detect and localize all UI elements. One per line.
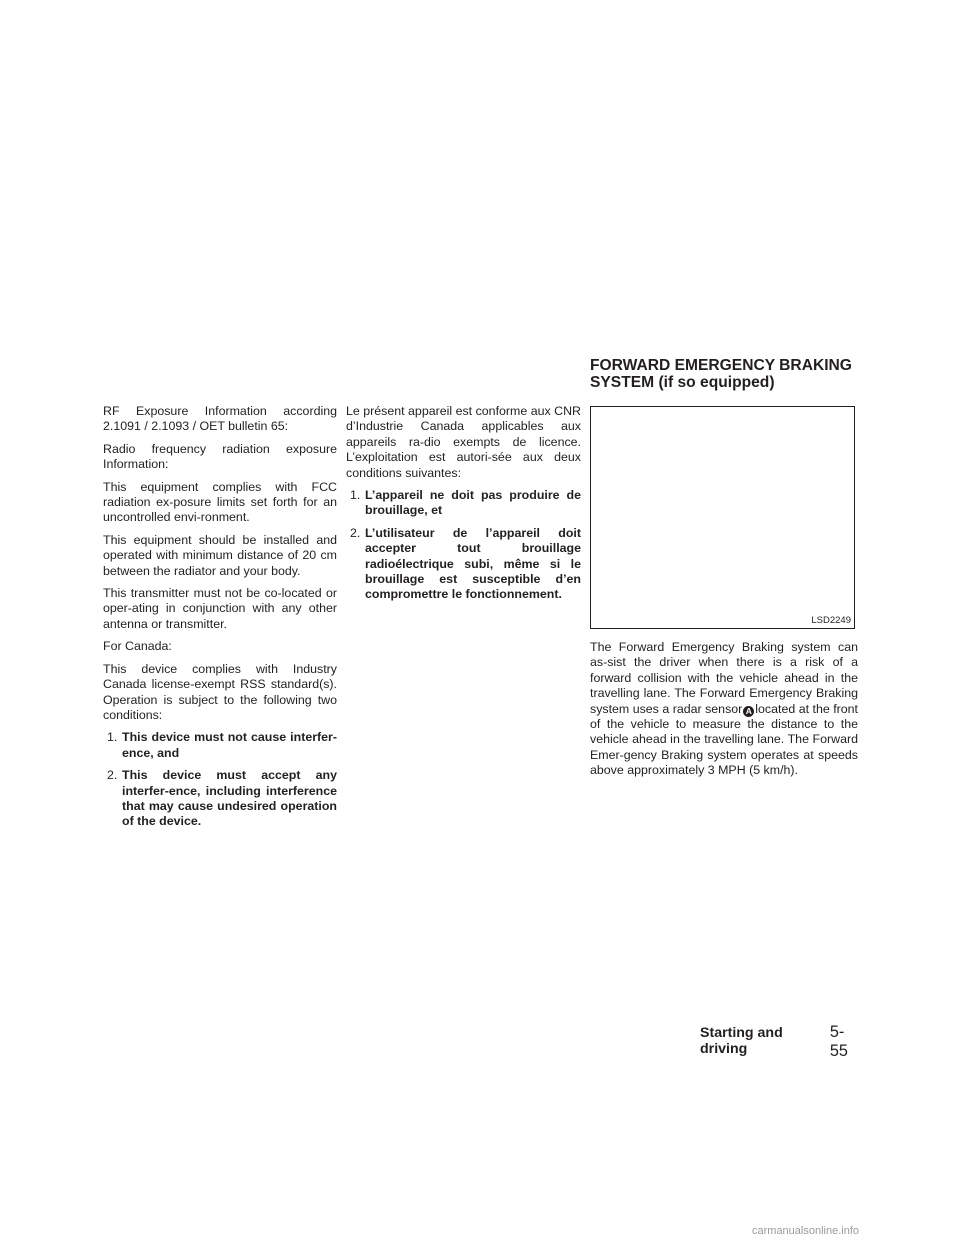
list-item — [103, 730, 337, 761]
list-text: L’appareil ne doit pas produire de brouillage, et — [365, 488, 581, 518]
list-number: 2. — [350, 525, 361, 540]
paragraph: This device complies with Industry Canada license-exempt RSS standard(s). Operation is subject to the following two conditions: — [103, 661, 337, 722]
watermark: carmanualsonline.info — [752, 1225, 860, 1237]
figure-frame — [590, 406, 855, 629]
column-1 — [103, 404, 337, 837]
callout-a-icon: A — [743, 706, 754, 717]
page-number: 5-55 — [829, 1023, 848, 1060]
list-item — [346, 526, 581, 603]
section-title — [590, 358, 858, 391]
list-number: 1. — [107, 730, 118, 745]
paragraph: This equipment should be installed and operated with minimum distance of 20 cm between the radiator and your body. — [103, 532, 337, 578]
condition-list-fr — [346, 488, 581, 603]
chapter-title: Starting and driving — [700, 1025, 783, 1057]
paragraph: RF Exposure Information according 2.1091 / 2.1093 / OET bulletin 65: — [103, 404, 337, 434]
section-title-line: FORWARD EMERGENCY BRAKING — [590, 357, 852, 374]
paragraph: Radio frequency radiation exposure Information: — [103, 441, 337, 472]
list-number: 2. — [107, 768, 118, 783]
paragraph: This transmitter must not be co-located or oper-ating in conjunction with any other antenna or transmitter. — [103, 586, 337, 631]
list-text: L’utilisateur de l’appareil doit accepter tout brouillage radioélectrique subi, même si le brouillage est susceptible d’en compromettre le fonctionnement. — [365, 525, 581, 602]
column-2 — [346, 404, 581, 610]
paragraph: Le présent appareil est conforme aux CNR d’Industrie Canada applicables aux appareils ra-dio exempts de licence. L’exploitation est autori-sée aux deux conditions suivantes: — [346, 404, 581, 480]
page-footer — [700, 1023, 860, 1060]
column-3 — [590, 358, 858, 786]
list-text: This device must accept any interfer-ence, including interference that may cause undesired operation of the device. — [122, 768, 337, 829]
list-item — [103, 768, 337, 830]
list-text: This device must not cause interfer-ence, and — [122, 730, 337, 760]
list-number: 1. — [350, 488, 361, 503]
body-text: located at the front of the vehicle to measure the distance to the vehicle ahead in the travelling lane. The Forward Emer-gency Braking system operates at speeds above approximately 3 MPH (5 km/h). — [590, 701, 858, 778]
paragraph: For Canada: — [103, 639, 172, 654]
paragraph: This equipment complies with FCC radiation ex-posure limits set forth for an uncontrolled envi-ronment. — [103, 479, 337, 525]
body-text: The Forward Emergency Braking system can as-sist the driver when there is a risk of a forward collision with the vehicle ahead in the travelling lane. The Forward Emergency Braking system uses a radar sensor — [590, 640, 858, 716]
list-item — [346, 488, 581, 519]
condition-list — [103, 730, 337, 829]
figure-id: LSD2249 — [811, 615, 851, 626]
paragraph — [590, 640, 858, 779]
section-title-line: SYSTEM (if so equipped) — [590, 373, 775, 391]
